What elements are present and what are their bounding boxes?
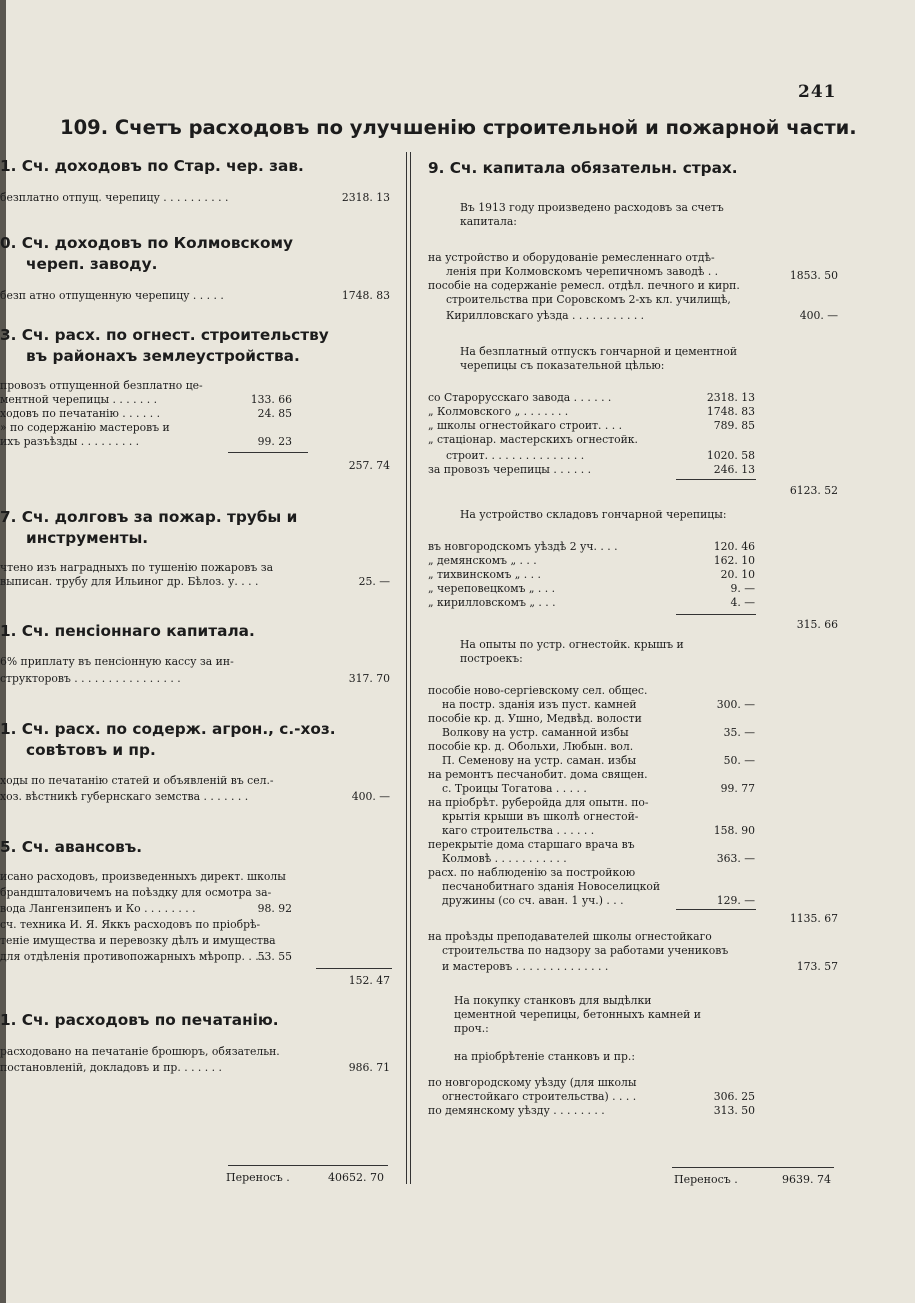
total-row: 152. 47 [348, 974, 390, 987]
ledger-row: дружины (со сч. аван. 1 уч.) . . . 129. — [442, 894, 755, 907]
ledger-row: песчанобитнаго зданія Новоселицкой [442, 880, 661, 893]
ledger-row: Колмовѣ . . . . . . . . . . . 363. — [442, 852, 755, 865]
section-heading: 3. Сч. расх. по огнест. строительству [0, 326, 329, 344]
section-heading: 1. Сч. пенсіоннаго капитала. [0, 622, 255, 640]
ledger-row: „ демянскомъ „ . . . 162. 10 [428, 554, 755, 567]
ledger-row: безплатно отпущ. черепицу . . . . . . . . . . 2318. 13 [0, 191, 390, 204]
section-heading: череп. заводу. [26, 255, 158, 273]
ledger-row: теніе имущества и перевозку дѣлъ и имущества [0, 934, 276, 947]
section-heading: 1. Сч. расх. по содерж. агрон., с.-хоз. [0, 720, 336, 738]
section-heading: 1. Сч. расходовъ по печатанію. [0, 1011, 279, 1029]
page-number: 241 [798, 82, 837, 102]
section-heading: въ районахъ землеустройства. [26, 347, 300, 365]
ledger-row: с. Троицы Тогатова . . . . . 99. 77 [442, 782, 755, 795]
ledger-row: расходовано на печатаніе брошюръ, обязательн. [0, 1045, 280, 1058]
ledger-row: на пріобрѣт. руберойда для опытн. по- [428, 796, 649, 809]
ledger-row: исано расходовъ, произведенныхъ директ. школы [0, 870, 286, 883]
ledger-row: вода Лангензипенъ и Ко . . . . . . . . 98. 92 [0, 902, 292, 915]
carry-over-label: Переносъ . [226, 1171, 290, 1184]
ledger-row: безп атно отпущенную черепицу . . . . . 1748. 83 [0, 289, 390, 302]
ledger-row: брандшталовичемъ на поѣздку для осмотра за- [0, 886, 272, 899]
section-heading: инструменты. [26, 529, 149, 547]
ledger-row: сч. техника И. Я. Яккъ расходовъ по пріобрѣ- [0, 918, 261, 931]
subtotal-rule [676, 909, 756, 911]
carry-rule [228, 1165, 388, 1167]
carry-over-value: 9639. 74 [782, 1173, 831, 1186]
column-divider [406, 152, 411, 1184]
ledger-row: пособіе на содержаніе ремесл. отдѣл. печного и кирп. [428, 279, 740, 292]
carry-rule [672, 1167, 834, 1169]
section-heading: 9. Сч. капитала обязательн. страх. [428, 159, 738, 177]
ledger-row: по новгородскому уѣзду (для школы [428, 1076, 637, 1089]
ledger-row: „ стаціонар. мастерскихъ огнестойк. [428, 433, 638, 446]
ledger-row: выписан. трубу для Ильиног др. Бѣлоз. у. . . . 25. — [0, 575, 390, 588]
paragraph: на пріобрѣтеніе станковъ и пр.: [454, 1050, 635, 1063]
total-row: 6123. 52 [789, 484, 838, 497]
ledger-row: „ тихвинскомъ „ . . . 20. 10 [428, 568, 755, 581]
subtotal-rule [676, 614, 756, 616]
page-title: 109. Счетъ расходовъ по улучшенію строительной и пожарной части. [60, 116, 857, 139]
paragraph: На покупку станковъ для выдѣлки цементной черепицы, бетонныхъ камней и проч.: [454, 994, 701, 1035]
ledger-row: на ремонтъ песчанобит. дома священ. [428, 768, 648, 781]
ledger-row: и мастеровъ . . . . . . . . . . . . . . 173. 57 [442, 960, 838, 973]
ledger-row: ментной черепицы . . . . . . . 133. 66 [0, 393, 292, 406]
section-heading: 7. Сч. долговъ за пожар. трубы и [0, 508, 298, 526]
ledger-row: пособіе кр. д. Обольхи, Любын. вол. [428, 740, 634, 753]
ledger-row: ходовъ по печатанію . . . . . . 24. 85 [0, 407, 292, 420]
ledger-row: Кирилловскаго уѣзда . . . . . . . . . . . 400. — [446, 309, 838, 322]
paragraph: На опыты по устр. огнестойк. крышъ и построекъ: [460, 638, 684, 665]
ledger-row: пособіе кр. д. Ушно, Медвѣд. волости [428, 712, 642, 725]
section-heading: 0. Сч. доходовъ по Колмовскому [0, 234, 293, 252]
ledger-row: П. Семенову на устр. саман. избы 50. — [442, 754, 755, 767]
ledger-row: структоровъ . . . . . . . . . . . . . . . . 317. 70 [0, 672, 390, 685]
ledger-row: по демянскому уѣзду . . . . . . . . 313. 50 [428, 1104, 755, 1117]
total-row: 257. 74 [348, 459, 390, 472]
subtotal-rule [228, 452, 308, 454]
paragraph: На устройство складовъ гончарной черепицы: [460, 508, 727, 521]
ledger-row: со Старорусскаго завода . . . . . . 2318. 13 [428, 391, 755, 404]
ledger-row: „ череповецкомъ „ . . . 9. — [428, 582, 755, 595]
ledger-row: чтено изъ наградныхъ по тушенію пожаровъ за [0, 561, 274, 574]
paragraph: На безплатный отпускъ гончарной и цементной черепицы съ показательной цѣлью: [460, 345, 738, 372]
ledger-row: на проѣзды преподавателей школы огнестойкаго [428, 930, 712, 943]
ledger-row: для отдѣленія противопожарныхъ мѣропр. . . . 53. 55 [0, 950, 292, 963]
section-heading: 5. Сч. авансовъ. [0, 838, 143, 856]
ledger-row: строит. . . . . . . . . . . . . . . 1020. 58 [446, 449, 755, 462]
ledger-row: ихъ разъѣзды . . . . . . . . . 99. 23 [0, 435, 292, 448]
ledger-row: „ школы огнестойкаго строит. . . . 789. 85 [428, 419, 755, 432]
ledger-row: постановленій, докладовъ и пр. . . . . . . 986. 71 [0, 1061, 390, 1074]
ledger-row: „ Колмовского „ . . . . . . . 1748. 83 [428, 405, 755, 418]
paragraph: Въ 1913 году произведено расходовъ за счетъ капитала: [460, 201, 724, 228]
carry-over-value: 40652. 70 [328, 1171, 384, 1184]
subtotal-rule [316, 968, 392, 970]
ledger-row: каго строительства . . . . . . 158. 90 [442, 824, 755, 837]
ledger-row: » по содержанію мастеровъ и [0, 421, 170, 434]
carry-over-label: Переносъ . [674, 1173, 738, 1186]
ledger-row: ходы по печатанію статей и объявленій въ сел.- [0, 774, 274, 787]
ledger-row: строительства по надзору за работами учениковъ [442, 944, 729, 957]
ledger-row: на постр. зданія изъ пуст. камней 300. — [442, 698, 755, 711]
ledger-row: строительства при Соровскомъ 2-хъ кл. училищѣ, [446, 293, 731, 306]
ledger-row: ленія при Колмовскомъ черепичномъ заводѣ . . 1853. 50 [446, 265, 838, 282]
ledger-row: Волкову на устр. саманной избы 35. — [442, 726, 755, 739]
ledger-row: хоз. вѣстникѣ губернскаго земства . . . . . . . 400. — [0, 790, 390, 803]
ledger-row: крытія крыши въ школѣ огнестой- [442, 810, 639, 823]
right-column [428, 152, 850, 1118]
ledger-row: перекрытіе дома старшаго врача въ [428, 838, 635, 851]
ledger-row: за провозъ черепицы . . . . . . 246. 13 [428, 463, 755, 476]
section-heading: совѣтовъ и пр. [26, 741, 156, 759]
ledger-row: провозъ отпущенной безплатно це- [0, 379, 203, 392]
ledger-row: огнестойкаго строительства) . . . . 306. 25 [442, 1090, 755, 1103]
ledger-row: пособіе ново-сергіевскому сел. общес. [428, 684, 648, 697]
total-row: 1135. 67 [789, 912, 838, 925]
ledger-row: 6% приплату въ пенсіонную кассу за ин- [0, 655, 234, 668]
ledger-row: „ кирилловскомъ „ . . . 4. — [428, 596, 755, 609]
section-heading: 1. Сч. доходовъ по Стар. чер. зав. [0, 157, 304, 175]
ledger-row: расх. по наблюденію за постройкою [428, 866, 636, 879]
total-row: 315. 66 [796, 618, 838, 631]
ledger-row: въ новгородскомъ уѣздѣ 2 уч. . . . 120. 46 [428, 540, 755, 553]
ledger-row: на устройство и оборудованіе ремесленнаго отдѣ- [428, 251, 715, 264]
left-column [0, 152, 392, 1075]
subtotal-rule [676, 479, 756, 481]
